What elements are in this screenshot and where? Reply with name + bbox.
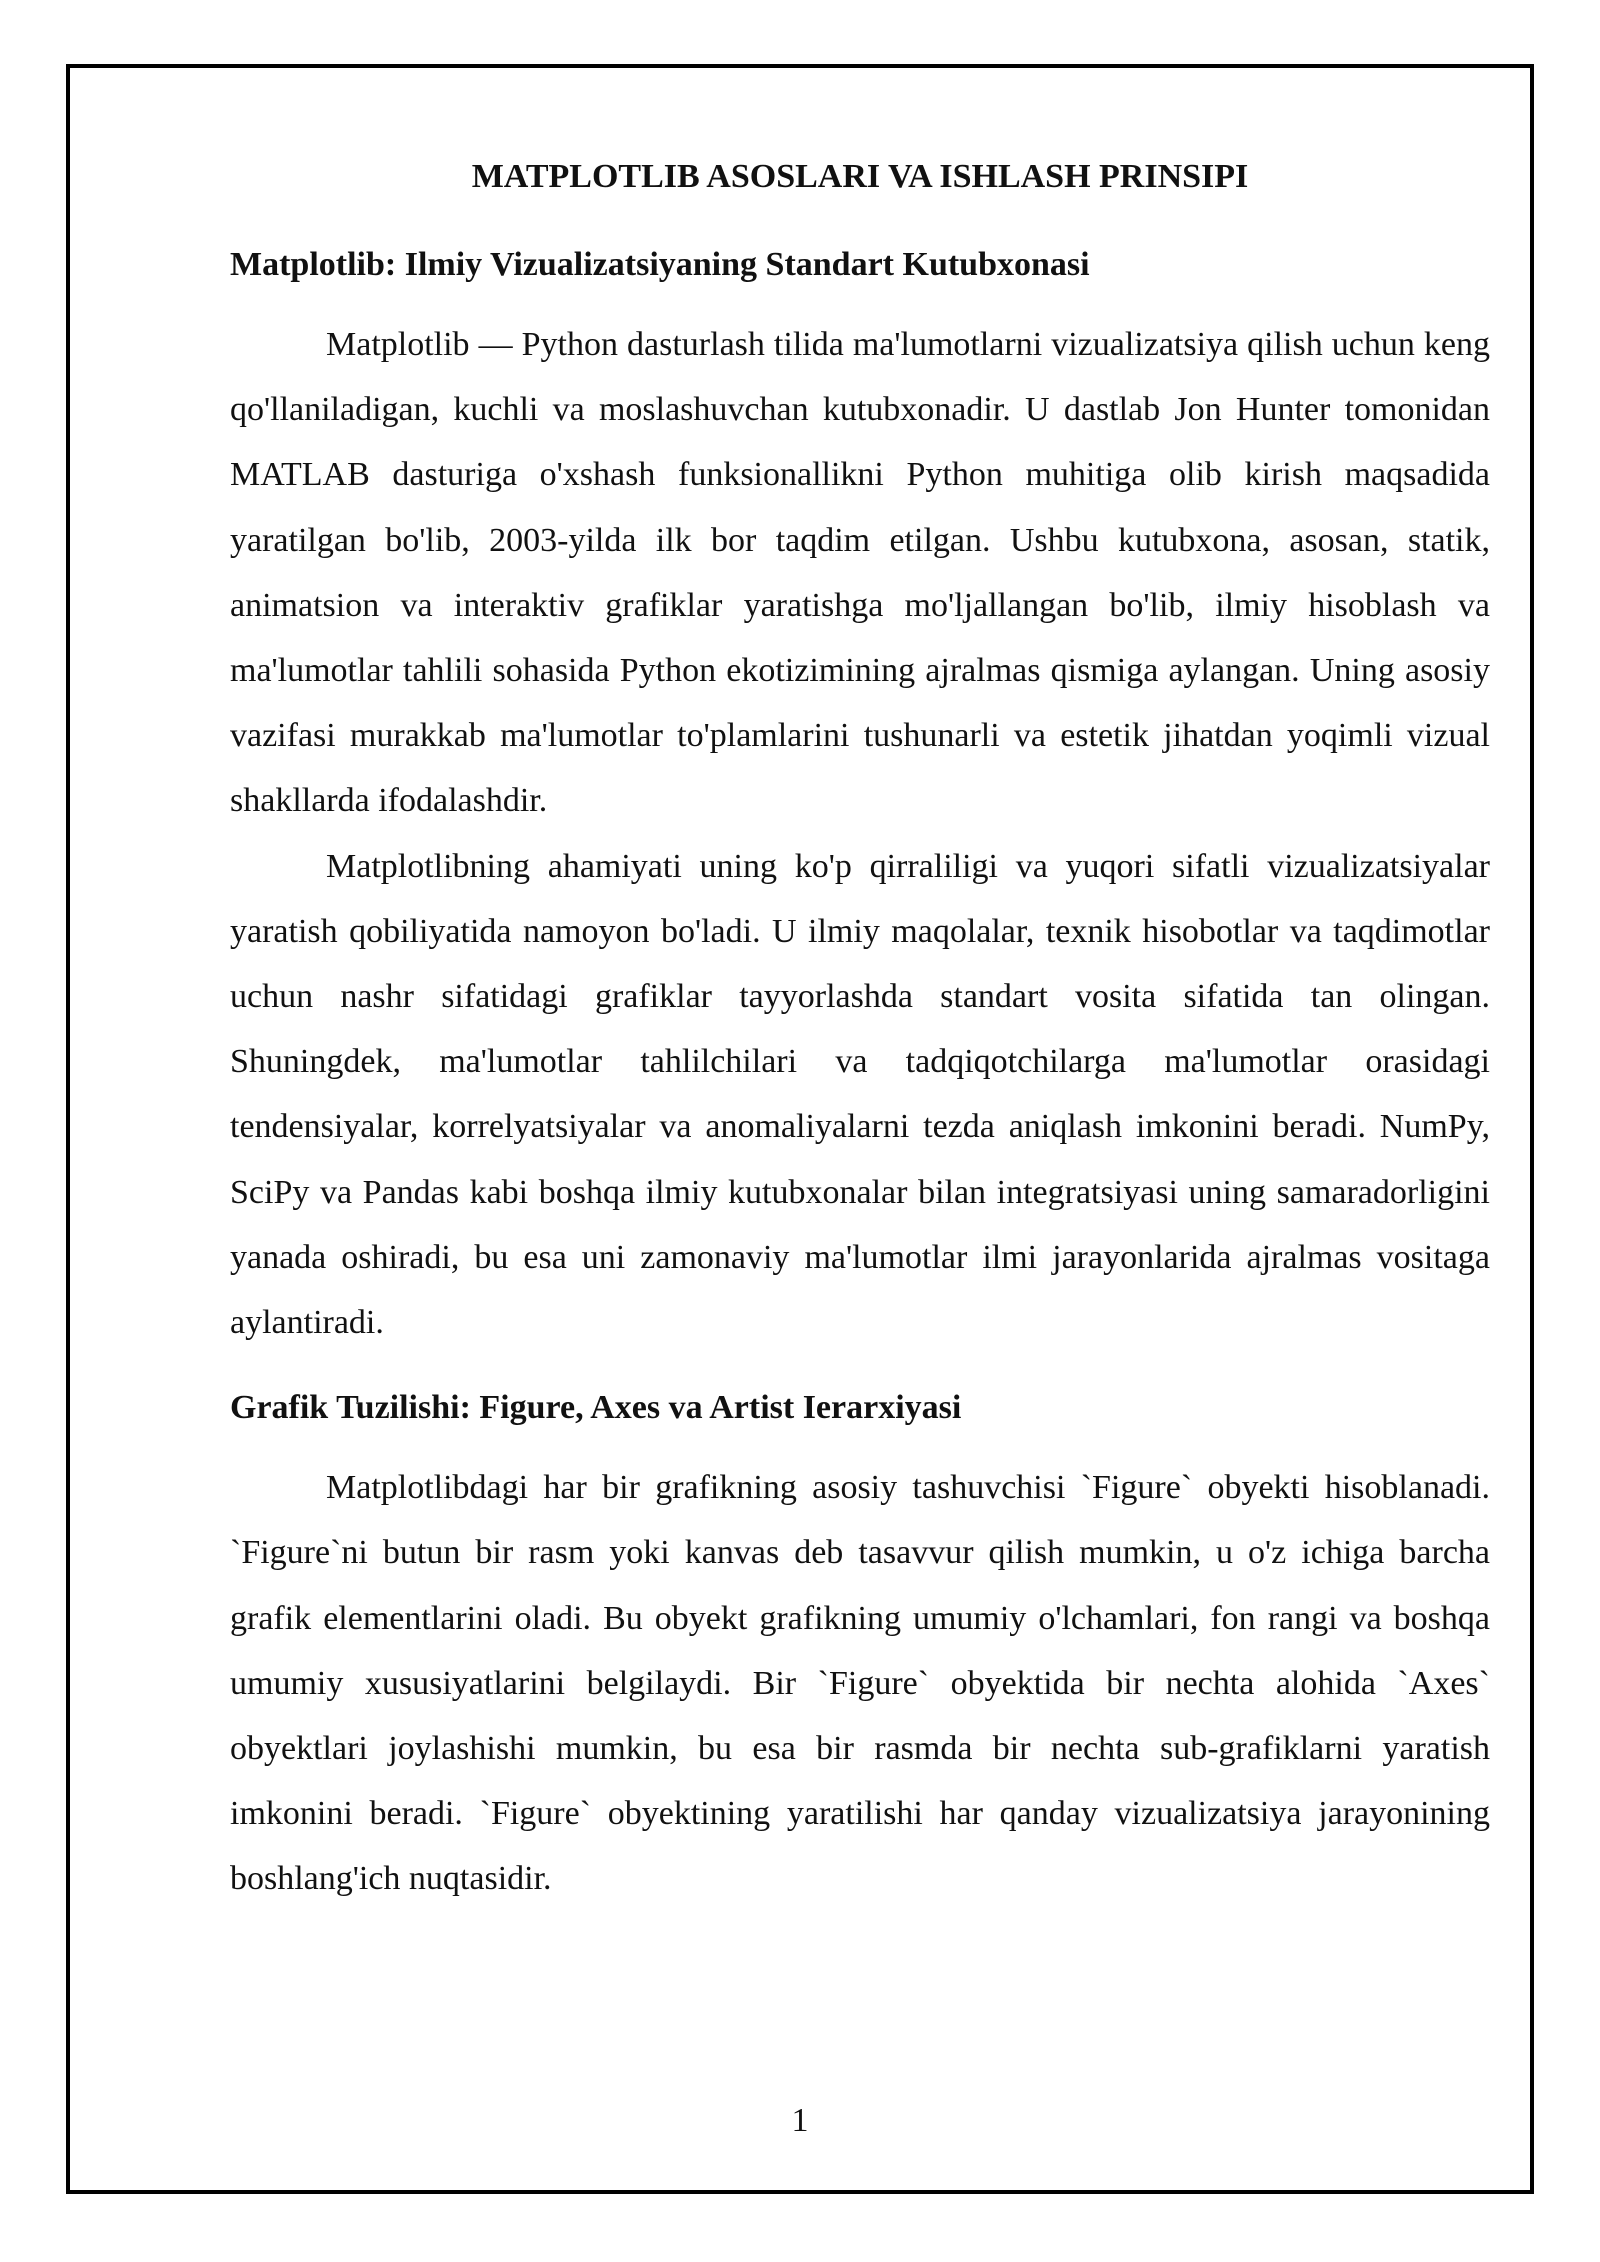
section-heading-matplotlib-intro: Matplotlib: Ilmiy Vizualizatsiyaning Standart Kutubxonasi <box>230 246 1090 283</box>
section-heading-figure-axes-artist: Grafik Tuzilishi: Figure, Axes va Artist Ierarxiyasi <box>230 1389 962 1427</box>
document-body <box>230 150 1490 1912</box>
paragraph-figure-1: Matplotlibdagi har bir grafikning asosiy tashuvchisi `Figure` obyekti hisoblanadi. `Figure`ni butun bir rasm yoki kanvas deb tasavvur qilish mumkin, u o'z ichiga barcha grafik elementlarini oladi. Bu obyekt grafikning umumiy o'lchamlari, fon rangi va boshqa umumiy xususiyatlarini belgilaydi. Bir `Figure` obyektida bir nechta alohida `Axes` obyektlari joylashishi mumkin, bu esa bir rasmda bir nechta sub-grafiklarni yaratish imkonini beradi. `Figure` obyektining yaratilishi har qanday vizualizatsiya jarayonining boshlang'ich nuqtasidir. <box>230 1469 1490 1898</box>
document-title: MATPLOTLIB ASOSLARI VA ISHLASH PRINSIPI <box>471 158 1249 195</box>
paragraph-intro-1: Matplotlib — Python dasturlash tilida ma'lumotlarni vizualizatsiya qilish uchun keng qo'llaniladigan, kuchli va moslashuvchan kutubxonadir. U dastlab Jon Hunter tomonidan MATLAB dasturiga o'xshash funksionallikni Python muhitiga olib kirish maqsadida yaratilgan bo'lib, 2003-yilda ilk bor taqdim etilgan. Ushbu kutubxona, asosan, statik, animatsion va interaktiv grafiklar yaratishga mo'ljallangan bo'lib, ilmiy hisoblash va ma'lumotlar tahlili sohasida Python ekotizimining ajralmas qismiga aylangan. Uning asosiy vazifasi murakkab ma'lumotlar to'plamlarini tushunarli va estetik jihatdan yoqimli vizual shakllarda ifodalashdir. <box>230 326 1490 820</box>
paragraph-intro-2: Matplotlibning ahamiyati uning ko'p qirraliligi va yuqori sifatli vizualizatsiyalar yaratish qobiliyatida namoyon bo'ladi. U ilmiy maqolalar, texnik hisobotlar va taqdimotlar uchun nashr sifatidagi grafiklar tayyorlashda standart vosita sifatida tan olingan. Shuningdek, ma'lumotlar tahlilchilari va tadqiqotchilarga ma'lumotlar orasidagi tendensiyalar, korrelyatsiyalar va anomaliyalarni tezda aniqlash imkonini beradi. NumPy, SciPy va Pandas kabi boshqa ilmiy kutubxonalar bilan integratsiyasi uning samaradorligini yanada oshiradi, bu esa uni zamonaviy ma'lumotlar ilmi jarayonlarida ajralmas vositaga aylantiradi. <box>230 847 1490 1342</box>
page-number: 1 <box>791 2102 809 2139</box>
